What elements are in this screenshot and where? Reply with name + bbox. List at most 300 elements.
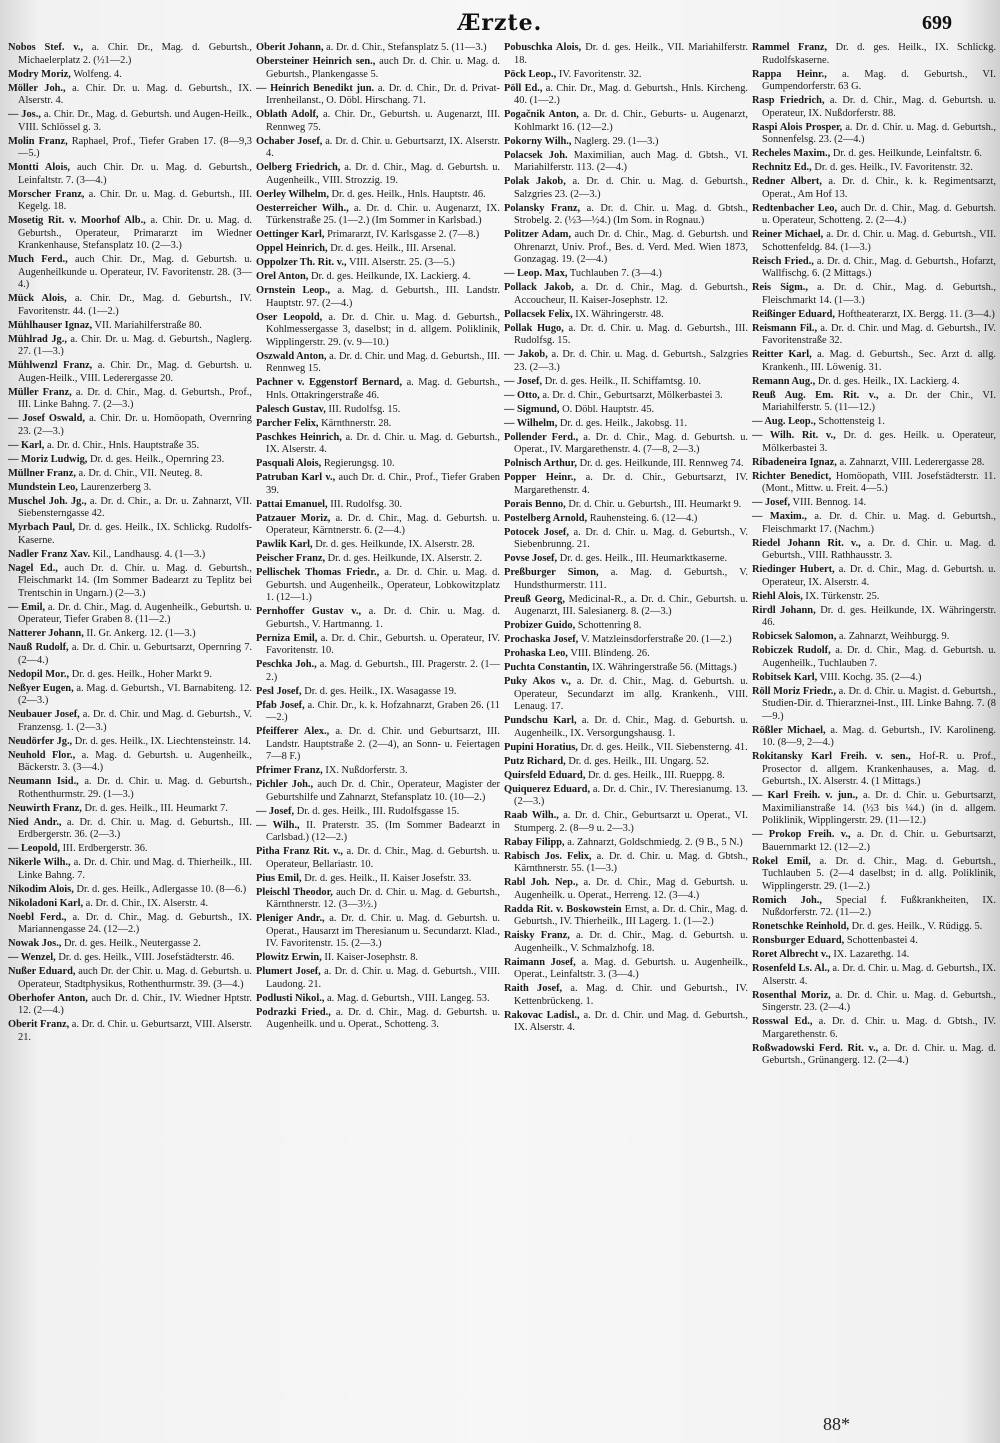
directory-entry bbox=[8, 683, 252, 708]
entry-details: a. Dr. d. Chir. u. Geburtsarzt, Opernring 7. (2—4.) bbox=[18, 642, 252, 666]
entry-details: a. Dr. d. Chir. und Mag. d. Geburtsh., IX. Alserstr. 4. bbox=[514, 1009, 748, 1033]
entry-details: a. Dr. d. Chir., Mag. d. Geburtsh., IX. Mariannengasse 24. (12—2.) bbox=[18, 911, 252, 935]
entry-name: — Wenzel, bbox=[8, 952, 56, 963]
entry-name: Puky Akos v., bbox=[504, 676, 571, 687]
directory-entry bbox=[504, 513, 748, 526]
entry-details: O. Döbl. Hauptstr. 45. bbox=[562, 403, 655, 415]
entry-name: Mühlwenzl Franz, bbox=[8, 360, 93, 371]
entry-details: a. Dr. d. Chir. und Geburtsarzt, III. Landstr. Hauptstraße 2. (2—4), an Sonn- u. Feiertagen 7—8 F.) bbox=[266, 726, 500, 762]
entry-details: Dr. d. ges. Heilk., IX. Schlickg. Rudolfskaserne. bbox=[762, 42, 996, 66]
entry-name: Roret Albrecht v., bbox=[752, 949, 831, 960]
entry-name: — Maxim., bbox=[752, 511, 807, 522]
entry-name: Rappa Heinr., bbox=[752, 68, 827, 80]
entry-name: Nußer Eduard, bbox=[8, 966, 76, 977]
entry-name: Rirdl Johann, bbox=[752, 604, 816, 616]
entry-details: a. Dr. d. Chir., Mag. d. Geburtsh. u. Augenheilk., VIII. Strozzig. 19. bbox=[266, 162, 500, 186]
entry-name: — Karl, bbox=[8, 439, 45, 451]
directory-entry bbox=[752, 1016, 996, 1041]
entry-name: — Wilh. Rit. v., bbox=[752, 430, 836, 441]
entry-details: a. Dr. d. Chir., Mag. d. Geburtsh. u. Operateur, Bellariastr. 10. bbox=[266, 846, 500, 870]
directory-entry bbox=[504, 877, 748, 902]
entry-details: a. Mag. d. Geburtsh., III. Pragerstr. 2. (1—2.) bbox=[266, 659, 500, 683]
entry-name: Müller Franz, bbox=[8, 386, 72, 398]
entry-name: Potocek Josef, bbox=[504, 526, 569, 538]
directory-entry bbox=[504, 323, 748, 348]
directory-entry bbox=[8, 69, 252, 82]
entry-name: Robiczek Rudolf, bbox=[752, 645, 831, 656]
entry-details: VIII. Alserstr. 25. (3—5.) bbox=[348, 257, 455, 268]
entry-details: Dr. d. ges. Heilk., VIII. Josefstädterstr. 46. bbox=[58, 952, 235, 963]
entry-name: Rosswal Ed., bbox=[752, 1016, 813, 1027]
directory-entry bbox=[504, 527, 748, 552]
entry-name: Plumert Josef, bbox=[256, 966, 321, 977]
directory-entry bbox=[8, 109, 252, 134]
directory-entry bbox=[504, 136, 748, 149]
directory-entry bbox=[8, 736, 252, 749]
directory-entry bbox=[8, 709, 252, 734]
entry-details: a. Dr. d. Chir. u. Mag. d. Geburtsh. u. Operat., Hausarzt im Theresianum u. Secundarzt. Klad., IV. Favoritenstr. 15. (2—3.) bbox=[266, 913, 500, 949]
entry-details: a. Dr. d. Chir., VII. Neuteg. 8. bbox=[78, 467, 203, 479]
directory-entry bbox=[504, 203, 748, 228]
entry-name: — Aug. Leop., bbox=[752, 416, 816, 427]
entry-details: Dr. d. ges. Heilk., VII. Mariahilferstr. 18. bbox=[514, 42, 748, 66]
entry-name: — Josef, bbox=[504, 375, 543, 387]
entry-details: a. Dr. d. Chir. u. Mag. d. Geburtsh., IX. Alserstr. 4. bbox=[762, 963, 996, 987]
entry-details: Ernst, a. Dr. d. Chir., Mag. d. Geburtsh., IV. Thierheilk., III Lagerg. 1. (1—2.) bbox=[514, 903, 748, 927]
entry-name: Riedinger Hubert, bbox=[752, 564, 835, 575]
directory-entry bbox=[752, 416, 996, 429]
entry-details: a. Zahnarzt, Weihburgg. 9. bbox=[838, 631, 950, 642]
directory-entry bbox=[256, 659, 500, 684]
entry-name: Raisky Franz, bbox=[504, 930, 570, 941]
directory-entry bbox=[752, 1043, 996, 1068]
entry-details: Dr. d. ges. Heilkunde, IX. Währingerstr. 46. bbox=[762, 604, 996, 628]
entry-name: Ronetschke Reinhold, bbox=[752, 921, 849, 932]
directory-entry bbox=[8, 254, 252, 292]
directory-entry bbox=[752, 725, 996, 750]
entry-name: Oppel Heinrich, bbox=[256, 243, 328, 254]
directory-entry bbox=[8, 440, 252, 453]
entry-name: Probizer Guido, bbox=[504, 620, 576, 631]
entry-name: — Otto, bbox=[504, 389, 540, 401]
entry-details: Dr. d. ges. Heilk., III. Ungarg. 52. bbox=[568, 755, 710, 767]
directory-entry bbox=[8, 857, 252, 882]
entry-details: auch Chir. Dr. u. Mag. d. Geburtsh., Leinfaltstr. 7. (3—4.) bbox=[18, 162, 252, 186]
entry-details: a. Mag. d. Geburtsh., IV. Karolineng. 10. (8—9, 2—4.) bbox=[762, 724, 996, 748]
entry-name: Mühlrad Jg., bbox=[8, 333, 67, 345]
entry-details: a. Dr. d. Chir. u. Mag. d. Geburtsh., VII. Schottenfeldg. 84. (1—3.) bbox=[762, 229, 996, 253]
directory-entry bbox=[8, 522, 252, 547]
directory-entry bbox=[504, 404, 748, 417]
directory-entry bbox=[752, 672, 996, 685]
entry-name: Röll Moriz Friedr., bbox=[752, 685, 836, 697]
entry-details: Dr. d. ges. Heilk., VII. Siebensterng. 41. bbox=[580, 741, 748, 753]
directory-entry bbox=[752, 895, 996, 920]
entry-name: Prochaska Josef, bbox=[504, 634, 579, 645]
directory-entry bbox=[256, 257, 500, 270]
entry-name: Reis Sigm., bbox=[752, 282, 808, 293]
entry-details: a. Dr. d. Chir., Mag. d. Geburtsh. u. Operat., IV. Margarethenstr. 4. (7—8, 2—3.) bbox=[514, 431, 748, 455]
directory-entry bbox=[504, 634, 748, 647]
entry-name: Mühlhauser Ignaz, bbox=[8, 319, 93, 331]
entry-name: — Prokop Freih. v., bbox=[752, 829, 851, 840]
entry-details: Kil., Landhausg. 4. (1—3.) bbox=[92, 548, 206, 560]
entry-name: Pernhoffer Gustav v., bbox=[256, 606, 362, 617]
entry-details: a. Mag. d. Chir. und Geburtsh., IV. Kettenbrückeng. 1. bbox=[514, 983, 748, 1007]
directory-entry bbox=[504, 282, 748, 307]
entry-name: Perniza Emil, bbox=[256, 632, 318, 644]
entry-details: Naglerg. 29. (1—3.) bbox=[574, 135, 659, 147]
entry-name: Pasquali Alois, bbox=[256, 458, 322, 469]
entry-name: Oszwald Anton, bbox=[256, 350, 327, 362]
directory-entry bbox=[256, 229, 500, 242]
entry-name: Rechnitz Ed., bbox=[752, 162, 812, 173]
directory-entry bbox=[752, 591, 996, 604]
directory-entry bbox=[504, 770, 748, 783]
entry-name: Riedel Johann Rit. v., bbox=[752, 537, 861, 549]
directory-entry bbox=[8, 912, 252, 937]
directory-entry bbox=[8, 776, 252, 801]
entry-columns bbox=[8, 42, 996, 1412]
entry-name: Pleischl Theodor, bbox=[256, 886, 333, 898]
directory-entry bbox=[8, 293, 252, 318]
entry-details: a. Chir. Dr., Geburtsh. u. Augenarzt, III. Rennweg 75. bbox=[266, 109, 500, 133]
directory-entry bbox=[256, 952, 500, 965]
entry-details: auch Dr. d. Chir., IV. Wiedner Hptstr. 12. (2—4.) bbox=[18, 992, 252, 1016]
directory-entry bbox=[8, 938, 252, 951]
entry-details: Dr. d. ges. Heilk. u. Operateur, Mölkerbastei 3. bbox=[762, 430, 996, 454]
entry-name: Parcher Felix, bbox=[256, 417, 319, 429]
directory-entry bbox=[256, 779, 500, 804]
entry-name: Patruban Karl v., bbox=[256, 472, 336, 483]
entry-details: a. Dr. d. Chir., Stefansplatz 5. (11—3.) bbox=[326, 42, 487, 53]
entry-details: a. Dr. d. Chir., Mag. d. Geburtsh. u. Operateur, Kärntnerstr. 6. (2—4.) bbox=[266, 512, 500, 536]
entry-name: Pfab Josef, bbox=[256, 699, 305, 711]
directory-entry bbox=[256, 726, 500, 764]
directory-entry bbox=[8, 413, 252, 438]
entry-details: Dr. d. ges. Heilk., II. Kaiser Josefstr. 33. bbox=[304, 872, 472, 884]
entry-details: VIII. Bennog. 14. bbox=[792, 497, 867, 508]
directory-entry bbox=[256, 966, 500, 991]
entry-details: a. Dr. d. Chir. u. Mag. d. Geburtsh., VIII. Laudong. 21. bbox=[266, 966, 500, 990]
entry-name: Pollak Hugo, bbox=[504, 322, 564, 334]
directory-entry bbox=[8, 602, 252, 627]
entry-name: — Sigmund, bbox=[504, 403, 560, 415]
directory-entry bbox=[8, 83, 252, 108]
entry-name: Pokorny Wilh., bbox=[504, 135, 572, 147]
entry-details: a. Mag. d. Geburtsh., VI. Gumpendorferstr. 63 G. bbox=[762, 68, 996, 92]
directory-entry bbox=[8, 549, 252, 562]
directory-entry bbox=[504, 150, 748, 175]
entry-details: a. Dr. d. Chir., Mag. d. Geburtsh. u. Augenheilk., V. Schmalzhofg. 18. bbox=[514, 930, 748, 954]
entry-name: Oser Leopold, bbox=[256, 311, 323, 323]
entry-name: Pupini Horatius, bbox=[504, 741, 578, 753]
entry-details: IX. Währingerstr. 48. bbox=[575, 308, 664, 320]
entry-name: Puchta Constantin, bbox=[504, 662, 590, 673]
entry-details: Dr. d. ges. Heilk., Adlergasse 10. (8—6.) bbox=[76, 883, 247, 895]
directory-entry bbox=[256, 42, 500, 55]
directory-entry bbox=[504, 42, 748, 67]
entry-details: a. Dr. d. Chir. und Mag. d. Thierheilk., III. Linke Bahng. 7. bbox=[18, 857, 252, 881]
entry-details: a. Dr. d. Chir., Geburts- u. Augenarzt, Kohlmarkt 16. (12—2.) bbox=[514, 109, 748, 133]
entry-name: Pöck Leop., bbox=[504, 68, 557, 80]
entry-details: a. Dr. d. Chir. u. Geburtsarzt, Maximilianstraße 14. (½3 bis ¼4.) (in d. allgem. Poliklinik, Wipplingerstr. 29. (11—12.) bbox=[762, 790, 996, 826]
entry-details: a. Dr. d. Chir., Geburtsh. u. Operateur, IV. Favoritenstr. 10. bbox=[266, 632, 500, 656]
directory-entry bbox=[752, 203, 996, 228]
entry-details: auch Dr. d. Chir. u. Mag. d. Geburtsh., Fleischmarkt 14. (Im Sommer Badearzt zu Teplitz bei Trentschin in Ungarn.) (2—3.) bbox=[18, 562, 252, 599]
entry-name: Podrazki Fried., bbox=[256, 1006, 331, 1018]
entry-name: Pellischek Thomas Friedr., bbox=[256, 567, 380, 578]
entry-details: auch Dr. d. Chir., Mag. d. Geburtsh. u. Operateur, Schotteng. 2. (2—4.) bbox=[762, 202, 996, 226]
entry-details: Primararzt, IV. Karlsgasse 2. (7—8.) bbox=[327, 229, 480, 240]
page-header bbox=[0, 8, 1000, 42]
directory-entry bbox=[8, 993, 252, 1018]
directory-entry bbox=[752, 323, 996, 348]
directory-entry bbox=[752, 349, 996, 374]
entry-details: Dr. d. Chir. u. Geburtsh., III. Heumarkt 9. bbox=[568, 498, 742, 510]
entry-name: Rammel Franz, bbox=[752, 42, 828, 53]
entry-details: a. Mag. d. Geburtsh., Hnls. Ottakringerstraße 46. bbox=[266, 377, 500, 401]
directory-entry bbox=[752, 963, 996, 988]
directory-entry bbox=[8, 468, 252, 481]
entry-name: Popper Heinr., bbox=[504, 472, 576, 483]
directory-entry bbox=[256, 83, 500, 108]
directory-entry bbox=[752, 538, 996, 563]
directory-entry bbox=[752, 148, 996, 161]
entry-details: auch Dr. d. Chir. u. Mag. d. Geburtsh., Kärnthnerstr. 12. (3—3½.) bbox=[266, 886, 500, 910]
entry-details: II. Praterstr. 35. (Im Sommer Badearzt in Carlsbad.) (12—2.) bbox=[266, 819, 500, 843]
entry-details: a. Dr. d. Chir., Mag. d. Geburtsh. u. Augenheilk. und u. Operat., Schotteng. 3. bbox=[266, 1006, 500, 1030]
entry-name: Möller Joh., bbox=[8, 82, 66, 94]
directory-entry bbox=[256, 873, 500, 886]
entry-name: — Karl Freih. v. jun., bbox=[752, 790, 858, 801]
directory-entry bbox=[752, 309, 996, 322]
entry-details: a. Mag. d. Geburtsh. u. Augenheilk., Bäckerstr. 3. (3—4.) bbox=[18, 749, 252, 773]
entry-details: a. Dr. d. Chir. und Mag. d. Geburtsh., V. Franzensg. 1. (2—3.) bbox=[18, 709, 252, 733]
directory-entry bbox=[8, 628, 252, 641]
entry-details: a. Dr. d. Chir., Geburtsarzt, Mölkerbastei 3. bbox=[542, 389, 723, 401]
entry-details: a. Dr. d. Chir. u. Mag. d. Geburtsh., VIII. Rathhausstr. 3. bbox=[762, 537, 996, 561]
entry-details: Dr. d. ges. Heilk., III. Heumarkt 7. bbox=[84, 802, 228, 814]
entry-details: a. Dr. d. Chir. u. Geburtsarzt, Bauernmarkt 12. (12—2.) bbox=[762, 829, 996, 853]
directory-entry bbox=[8, 966, 252, 991]
directory-entry bbox=[752, 376, 996, 389]
entry-details: Dr. d. ges. Heilk., III. Rueppg. 8. bbox=[588, 769, 725, 781]
directory-entry bbox=[504, 432, 748, 457]
entry-name: Rasp Friedrich, bbox=[752, 95, 825, 106]
entry-details: IX. Währingerstraße 56. (Mittags.) bbox=[592, 662, 737, 673]
entry-name: Recheles Maxim., bbox=[752, 148, 831, 159]
entry-details: Dr. d. ges. Heilk., II. Schiffamtsg. 10. bbox=[544, 375, 701, 387]
directory-entry bbox=[504, 756, 748, 769]
entry-name: Oblath Adolf, bbox=[256, 109, 319, 120]
entry-details: a. Dr. d. Chir. u. Mag. d. Geburtsh., III. Erdbergerstr. 36. (2—3.) bbox=[18, 816, 252, 840]
entry-details: Homöopath, VIII. Josefstädterstr. 11. (Mont., Mittw. u. Freit. 4—5.) bbox=[762, 470, 996, 494]
entry-details: a. Dr. d. Chir., Hnls. Hauptstraße 35. bbox=[46, 439, 200, 451]
column-1 bbox=[8, 42, 252, 1412]
entry-name: Myrbach Paul, bbox=[8, 522, 76, 533]
directory-entry bbox=[752, 645, 996, 670]
directory-entry bbox=[256, 162, 500, 187]
entry-details: Dr. d. ges. Heilk., III. Heumarktkaserne. bbox=[559, 553, 728, 564]
entry-details: a. Dr. d. Chir., Mag d. Geburtsh. u. Augenheilk. u. Operat., Herreng. 12. (3—4.) bbox=[514, 877, 748, 901]
entry-details: a. Dr. d. Chir. u. Mag. d. Geburtsh., Salzgries 23. (2—3.) bbox=[514, 349, 748, 373]
entry-details: a. Dr. d. Chir., Mag. d. Geburtsh. u. Operateur, Secundarzt im allg. Krankenh., VIII. Lenaug. 17. bbox=[514, 676, 748, 712]
entry-details: a. Dr. d. Chir., Geburtsarzt u. Operat., VI. Stumperg. 2. (8—9 u. 2—3.) bbox=[514, 810, 748, 834]
directory-entry bbox=[256, 404, 500, 417]
entry-details: VIII. Blindeng. 26. bbox=[570, 648, 650, 659]
entry-name: Pollender Ferd., bbox=[504, 431, 579, 443]
directory-entry bbox=[256, 56, 500, 81]
entry-name: Nauß Rudolf, bbox=[8, 642, 69, 653]
directory-entry bbox=[752, 949, 996, 962]
page-number: 699 bbox=[922, 12, 952, 34]
entry-name: Redtenbacher Leo, bbox=[752, 202, 838, 214]
entry-name: Preßburger Simon, bbox=[504, 567, 599, 578]
entry-name: Polnisch Arthur, bbox=[504, 458, 577, 469]
entry-name: Reißinger Eduard, bbox=[752, 308, 835, 320]
entry-name: Neudörfer Jg., bbox=[8, 735, 73, 747]
entry-name: Rabisch Jos. Felix, bbox=[504, 850, 592, 862]
directory-entry bbox=[752, 990, 996, 1015]
entry-details: a. Dr. d. Chir. u. Mag. d. Geburtsh., III. Rudolfsg. 15. bbox=[514, 322, 748, 346]
directory-entry bbox=[504, 904, 748, 929]
entry-name: Rakovac Ladisl., bbox=[504, 1009, 580, 1021]
directory-entry bbox=[8, 387, 252, 412]
entry-details: a. Dr. d. Chir., Geburtsarzt, IV. Margarethenstr. 4. bbox=[514, 472, 748, 496]
entry-details: IX. Nußdorferstr. 3. bbox=[325, 765, 408, 776]
entry-details: a. Dr. d. Chir., Mag. d. Geburtsh., Prof., III. Linke Bahng. 7. (2—3.) bbox=[18, 386, 252, 410]
entry-details: Medicinal-R., a. Dr. d. Chir., Geburtsh. u. Augenarzt, III. Salesianerg. 8. (2—3.) bbox=[514, 593, 748, 617]
entry-name: Pattai Emanuel, bbox=[256, 498, 328, 510]
directory-entry bbox=[256, 686, 500, 699]
directory-entry bbox=[256, 913, 500, 951]
directory-entry bbox=[504, 376, 748, 389]
entry-details: a. Mag. d. Geburtsh., VIII. Langeg. 53. bbox=[327, 992, 490, 1004]
entry-name: Modry Moriz, bbox=[8, 68, 71, 80]
entry-name: Oberit Johann, bbox=[256, 42, 324, 53]
entry-name: — Leopold, bbox=[8, 843, 60, 854]
entry-name: Montti Alois, bbox=[8, 162, 71, 173]
entry-details: Dr. d. ges. Heilk., IV. Favoritenstr. 32. bbox=[814, 162, 973, 173]
entry-details: auch Dr. d. Chir., Mag. d. Geburtsh. und Ohrenarzt, Univ. Prof., Bes. d. Verd. Med. Wien 1873, Gonzagag. 19. (2—4.) bbox=[514, 229, 748, 265]
directory-entry bbox=[752, 921, 996, 934]
directory-entry bbox=[256, 846, 500, 871]
directory-entry bbox=[504, 458, 748, 471]
entry-details: auch Dr. d. Chir. u. Mag. d. Geburtsh., Plankengasse 5. bbox=[266, 56, 500, 80]
directory-entry bbox=[752, 122, 996, 147]
entry-name: Noebl Ferd., bbox=[8, 911, 67, 923]
directory-entry bbox=[504, 930, 748, 955]
entry-name: Richter Benedict, bbox=[752, 470, 832, 482]
entry-name: — Wilh., bbox=[256, 819, 300, 831]
entry-details: a. Dr. d. Chir., a. Dr. u. Zahnarzt, VII. Siebensterngasse 42. bbox=[18, 495, 252, 519]
entry-name: Reismann Fil., bbox=[752, 322, 818, 334]
entry-name: Rosenfeld Ls. Al., bbox=[752, 963, 830, 974]
directory-entry bbox=[504, 662, 748, 675]
entry-details: a. Dr. d. Chir. u. Mag. d. Geburtsh., Rothenthurmstr. 29. (1—3.) bbox=[18, 776, 252, 800]
entry-details: Dr. d. ges. Heilkunde, IX. Alserstr. 28. bbox=[315, 539, 475, 550]
directory-entry bbox=[8, 162, 252, 187]
directory-entry bbox=[8, 215, 252, 253]
directory-entry bbox=[752, 430, 996, 455]
entry-name: Nikoladoni Karl, bbox=[8, 897, 84, 909]
entry-name: Rößler Michael, bbox=[752, 724, 826, 736]
entry-name: Neuhold Flor., bbox=[8, 749, 76, 761]
directory-entry bbox=[8, 642, 252, 667]
directory-entry bbox=[256, 312, 500, 350]
entry-name: Raspi Alois Prosper, bbox=[752, 121, 843, 133]
entry-name: Roßwadowski Ferd. Rit. v., bbox=[752, 1042, 879, 1054]
entry-details: IX. Türkenstr. 25. bbox=[805, 590, 880, 602]
entry-details: a. Zahnarzt, VIII. Lederergasse 28. bbox=[839, 456, 985, 468]
entry-name: Mundstein Leo, bbox=[8, 481, 78, 493]
entry-name: Pogačnik Anton, bbox=[504, 109, 579, 120]
entry-name: Pobuschka Alois, bbox=[504, 42, 582, 53]
entry-details: a. Dr. d. Chir., Mag. d. Geburtsh. u. Augenheilk., Tuchlauben 7. bbox=[762, 645, 996, 669]
directory-entry bbox=[504, 648, 748, 661]
directory-entry bbox=[752, 790, 996, 828]
entry-details: Schottenbastei 4. bbox=[846, 935, 918, 946]
entry-details: Dr. d. ges. Heilkunde, Leinfaltstr. 6. bbox=[832, 148, 983, 159]
entry-details: a. Dr. d. Chir., k. k. Regimentsarzt, Operat., Am Hof 13. bbox=[762, 176, 996, 200]
entry-details: Dr. d. ges. Heilk., Jakobsg. 11. bbox=[559, 417, 688, 429]
directory-entry bbox=[256, 136, 500, 161]
directory-entry bbox=[8, 952, 252, 965]
directory-entry bbox=[504, 349, 748, 374]
entry-name: Nowak Jos., bbox=[8, 938, 62, 949]
entry-details: Dr. d. ges. Heilkunde, III. Rennweg 74. bbox=[579, 458, 744, 469]
entry-details: a. Chir. Dr., Mag. d. Geburtsh., IV. Favoritenstr. 44. (1—2.) bbox=[18, 293, 252, 317]
entry-details: a. Mag. d. Geburtsh., V. Hundsthurmerstr. 111. bbox=[514, 567, 748, 591]
entry-details: Dr. d. ges. Heilk., IX. Wasagasse 19. bbox=[304, 685, 457, 697]
entry-name: Pöll Ed., bbox=[504, 82, 543, 94]
directory-entry bbox=[752, 497, 996, 510]
entry-details: a. Dr. d. Chir., Dr. d. Privat-Irrenheilanst., O. Döbl. Hirschang. 71. bbox=[266, 82, 500, 106]
entry-details: a. Chir. Dr., k. k. Hofzahnarzt, Graben 26. (11—2.) bbox=[266, 699, 500, 723]
directory-entry bbox=[504, 676, 748, 714]
entry-details: a. Dr. d. Chir. u. Mag. d. Geburtsh., IX. Alserstr. 4. bbox=[266, 431, 500, 455]
entry-name: Pundschu Karl, bbox=[504, 715, 577, 726]
entry-name: Molin Franz, bbox=[8, 135, 68, 147]
entry-details: Dr. d. ges. Heilk., IX. Liechtensteinstr. 14. bbox=[74, 735, 251, 747]
entry-name: Polak Jakob, bbox=[504, 176, 566, 187]
entry-name: Reuß Aug. Em. Rit. v., bbox=[752, 389, 879, 401]
entry-details: II. Gr. Ankerg. 12. (1—3.) bbox=[86, 628, 196, 639]
entry-name: Prohaska Leo, bbox=[504, 648, 568, 659]
entry-details: a. Dr. d. Chir. u. Mag. d. Geburtsh., Singerstr. 23. (2—4.) bbox=[762, 989, 996, 1013]
entry-details: Dr. d. ges. Heilk., IX. Lackierg. 4. bbox=[817, 375, 960, 387]
entry-details: Dr. d. ges. Heilk., V. Rüdigg. 5. bbox=[851, 921, 983, 932]
directory-entry bbox=[256, 1007, 500, 1032]
entry-details: a. Dr. d. Chir. u. Mag. d. Geburtsh., Salzgries 23. (2—3.) bbox=[514, 176, 748, 200]
entry-details: a. Dr. d. Chir. u. Geburtsarzt, VIII. Alserstr. 21. bbox=[18, 1019, 252, 1043]
entry-details: a. Mag. d. Geburtsh. u. Augenheilk., Operat., Leinfaltstr. 3. (3—4.) bbox=[514, 956, 748, 980]
entry-name: Oerley Wilhelm, bbox=[256, 188, 329, 200]
directory-entry bbox=[504, 837, 748, 850]
entry-name: Raimann Josef, bbox=[504, 956, 576, 968]
directory-entry bbox=[256, 606, 500, 631]
entry-details: Hoftheaterarzt, IX. Bergg. 11. (3—4.) bbox=[837, 308, 995, 320]
entry-name: — Moriz Ludwig, bbox=[8, 453, 88, 465]
entry-details: Dr. d. ges. Heilk., III. Arsenal. bbox=[330, 243, 457, 254]
entry-name: — Emil, bbox=[8, 601, 46, 613]
directory-entry bbox=[256, 567, 500, 605]
directory-entry bbox=[8, 42, 252, 67]
entry-name: Pachner v. Eggenstorf Bernard, bbox=[256, 377, 403, 388]
directory-entry bbox=[256, 887, 500, 912]
entry-name: — Leop. Max, bbox=[504, 268, 568, 279]
